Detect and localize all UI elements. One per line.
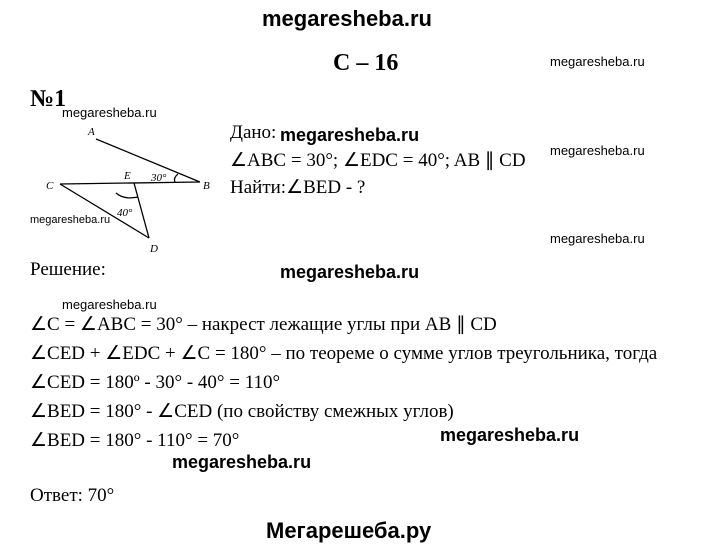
label-a: A: [88, 126, 95, 138]
label-e: E: [124, 170, 131, 182]
solution-line-4: ∠BED = 180° - ∠CED (по свойству смежных углов): [30, 401, 454, 422]
solution-label: Решение:: [30, 259, 106, 280]
watermark-solution: megaresheba.ru: [280, 262, 420, 282]
watermark-right-2: megaresheba.ru: [550, 143, 645, 158]
watermark-figure-left: megaresheba.ru: [30, 214, 111, 226]
label-angle-40: 40°: [117, 207, 133, 219]
given-condition: ∠ABC = 30°; ∠EDC = 40°; AB ∥ CD: [230, 150, 526, 171]
arc-40: [116, 193, 138, 198]
watermark-right-3: megaresheba.ru: [550, 231, 645, 246]
watermark-right-1: megaresheba.ru: [550, 54, 645, 69]
segment-cd: [60, 184, 149, 238]
label-b: B: [203, 180, 210, 192]
solution-line-5: ∠BED = 180° - 110° = 70°: [30, 430, 240, 451]
label-c: C: [46, 180, 54, 192]
arc-30: [174, 174, 178, 182]
watermark-near-given: megaresheba.ru: [280, 125, 420, 145]
solution-line-3: ∠CED = 180º - 30° - 40° = 110°: [30, 372, 281, 393]
watermark-solution-left: megaresheba.ru: [62, 297, 157, 312]
watermark-answer-mid: megaresheba.ru: [172, 452, 312, 472]
given-label: Дано:: [230, 122, 277, 143]
segment-cb: [60, 182, 200, 184]
watermark-top[interactable]: megaresheba.ru: [262, 6, 432, 31]
solution-line-2: ∠CED + ∠EDC + ∠C = 180° – по теореме о сумме углов треугольника, тогда: [30, 343, 658, 364]
watermark-footer[interactable]: Мегарешеба.ру: [266, 518, 432, 543]
find-label: Найти:∠BED - ?: [230, 177, 366, 198]
section-title: С – 16: [333, 50, 399, 76]
problem-number: №1: [30, 86, 67, 112]
watermark-answer-right: megaresheba.ru: [440, 425, 580, 445]
label-d: D: [150, 243, 158, 255]
segment-ab: [96, 139, 200, 182]
answer-text: Ответ: 70°: [30, 485, 115, 506]
watermark-near-number: megaresheba.ru: [62, 105, 157, 120]
label-angle-30: 30°: [151, 172, 167, 184]
solution-line-1: ∠C = ∠ABC = 30° – накрест лежащие углы при AB ∥ CD: [30, 314, 497, 335]
